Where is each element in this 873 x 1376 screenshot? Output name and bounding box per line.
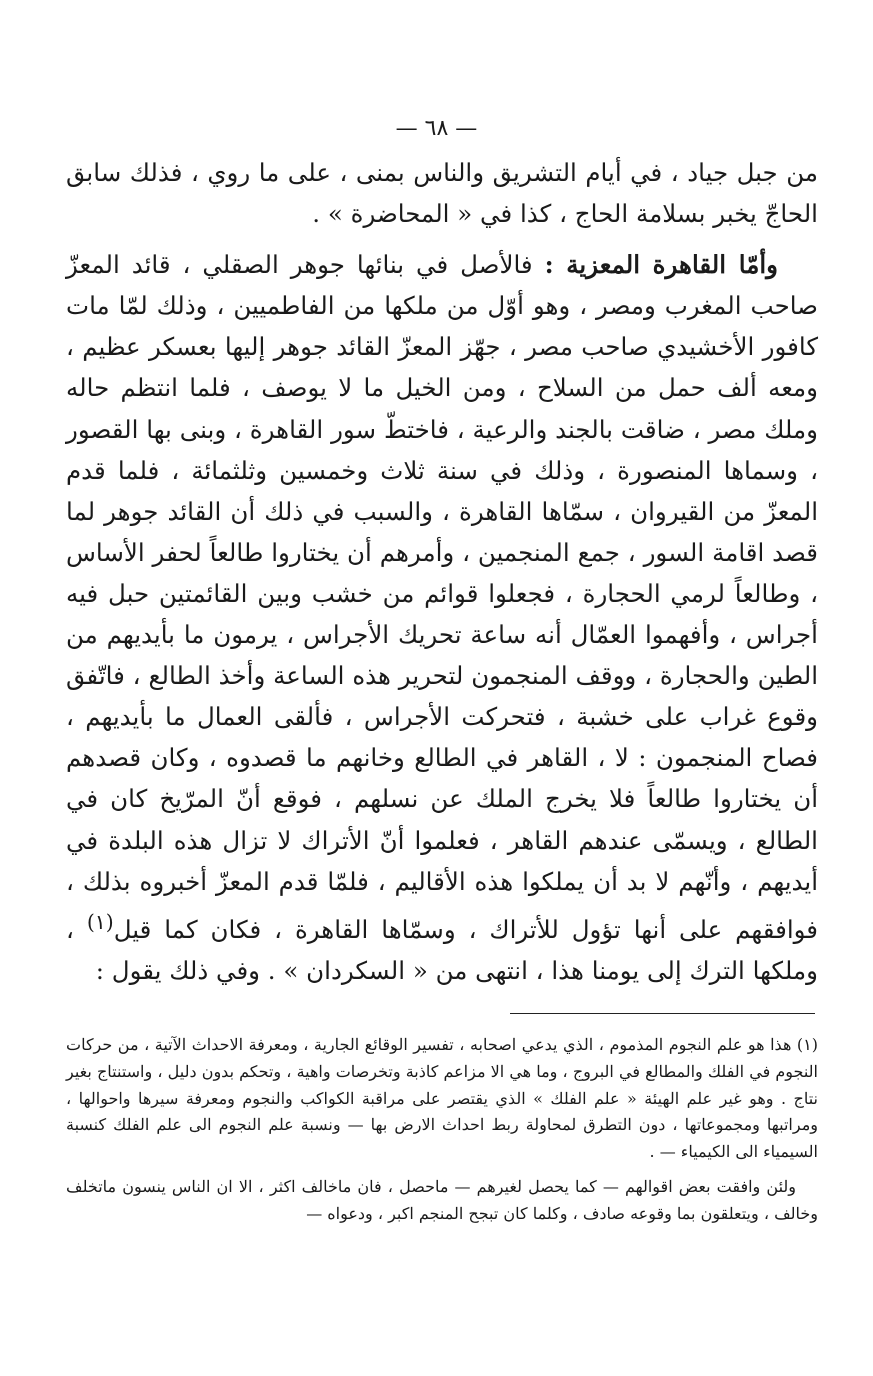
- main-text: [66, 152, 818, 991]
- paragraph-2-text-end: ، وملكها الترك إلى يومنا هذا ، انتهى من « السكردان » . وفي ذلك يقول :: [66, 914, 818, 985]
- footnote-separator: [510, 1013, 815, 1014]
- paragraph-heading: وأمّا القاهرة المعزية :: [544, 250, 778, 280]
- paragraph-2: [66, 244, 818, 991]
- paragraph-2-text: فالأصل في بنائها جوهر الصقلي ، قائد المعزّ صاحب المغرب ومصر ، وهو أوّل من ملكها من الفاطميين ، وذلك لمّا مات كافور الأخشيدي صاحب مصر ، جهّز المعزّ القائد جوهر إليها بعسكر عظيم ، ومعه ألف حمل من السلاح ، ومن الخيل ما لا يوصف ، فلما انتظم حاله وملك مصر ، ضاقت بالجند والرعية ، فاختطّ سور القاهرة ، وبنى بها القصور ، وسماها المنصورة ، وذلك في سنة ثلاث وخمسين وثلثمائة ، فلما قدم المعزّ من القيروان ، سمّاها القاهرة ، والسبب في ذلك أن القائد جوهر لما قصد اقامة السور ، جمع المنجمين ، وأمرهم أن يختاروا طالعاً لحفر الأساس ، وطالعاً لرمي الحجارة ، فجعلوا قوائم من خشب وبين القائمتين حبل فيه أجراس ، وأفهموا العمّال أنه ساعة تحريك الأجراس ، يرمون ما بأيديهم من الطين والحجارة ، ووقف المنجمون لتحرير هذه الساعة وأخذ الطالع ، فاتّفق وقوع غراب على خشبة ، فتحركت الأجراس ، فألقى العمال ما بأيديهم ، فصاح المنجمون : لا ، القاهر في الطالع وخانهم ما قصدوه ، وكان قصدهم أن يختاروا طالعاً فلا يخرج الملك عن نسلهم ، فوقع أنّ المرّيخ كان في الطالع ، ويسمّى عندهم القاهر ، فعلموا أنّ الأتراك لا تزال هذه البلدة في أيديهم ، وأنّهم لا بد أن يملكوا هذه الأقاليم ، فلمّا قدم المعزّ أخبروه بذلك ، فوافقهم على أنها تؤول للأتراك ، وسمّاها القاهرة ، فكان كما قيل: [66, 250, 818, 944]
- footnote-marker: (١): [86, 909, 114, 934]
- footnote-1: (١) هذا هو علم النجوم المذموم ، الذي يدعي اصحابه ، تفسير الوقائع الجارية ، ومعرفة الاحداث الآتية ، من حركات النجوم في الفلك والمطالع في البروج ، وما هي الا مزاعم كاذبة وتخرصات واهية ، وتحكم بدون دليل ، واستنتاج بغير نتاج . وهو غير علم الهيئة « علم الفلك » الذي يقتصر على مراقبة الكواكب والنجوم ومعرفة سيرها واحوالها ، ومراتبها ومجموعاتها ، دون التطرق لمحاولة ربط احداث الارض بها — ونسبة علم النجوم الى علم الفلك كنسبة السيمياء الى الكيمياء — .: [66, 1035, 818, 1162]
- page-number: — ٦٨ —: [395, 116, 478, 141]
- footnote-continuation: ولئن وافقت بعض اقوالهم — كما يحصل لغيرهم — ماحصل ، فان ماخالف اكثر ، الا ان الناس ينسون ماتخلف وخالف ، ويتعلقون بما وقوعه صادف ، وكلما كان تبجح المنجم اكبر ، ودعواه —: [66, 1176, 818, 1223]
- footnotes: [66, 1032, 818, 1228]
- paragraph-1: من جبل جياد ، في أيام التشريق والناس بمنى ، على ما روي ، فذلك سابق الحاجّ يخبر بسلامة الحاج ، كذا في « المحاضرة » .: [66, 158, 818, 229]
